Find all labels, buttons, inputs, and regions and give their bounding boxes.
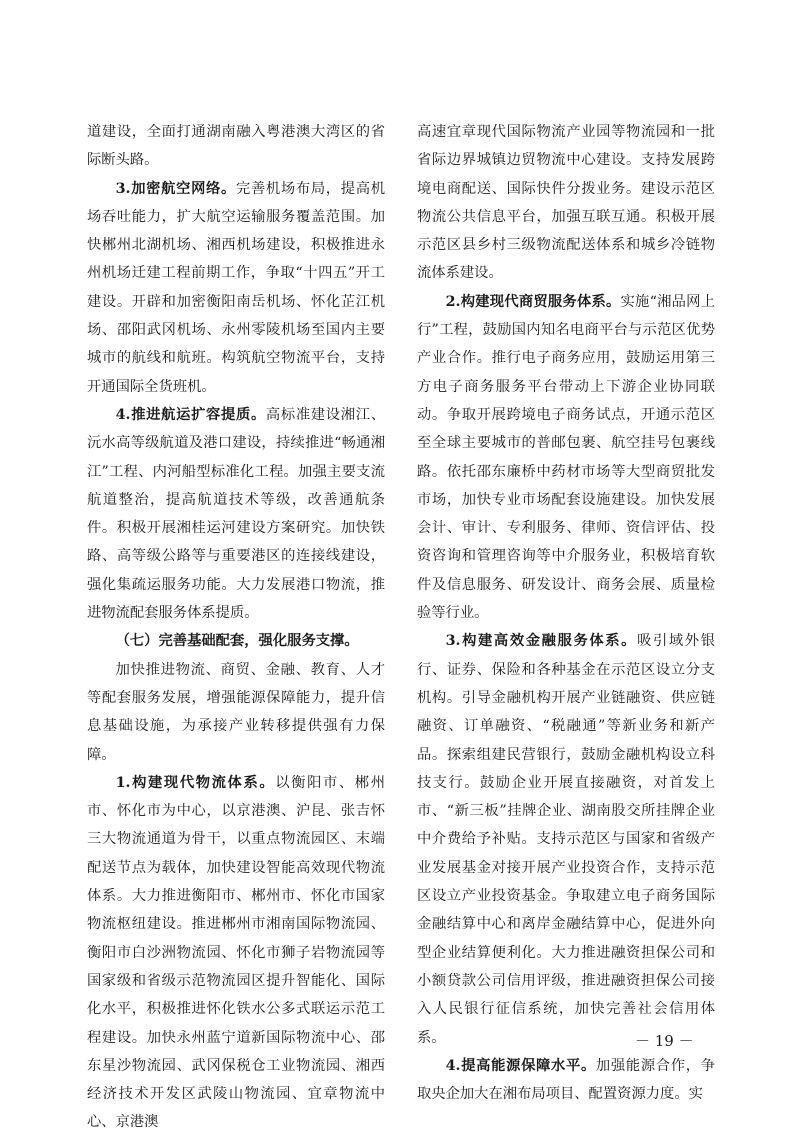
- paragraph: 3.构建高效金融服务体系。吸引域外银行、证券、保险和各种基金在示范区设立分支机构。引导金融机构开展产业链融资、供应链融资、订单融资、“税融通”等新业务和新产品。探索组建民营银行，鼓励金融机构设立科技支行。鼓励企业开展直接融资，对首发上市、“新三板”挂牌企业、湖南股交所挂牌企业中介费给予补贴。支持示范区与国家和省级产业发展基金对接开展产业投资合作，支持示范区设立产业投资基金。争取建立电子商务国际金融结算中心和离岸金融结算中心，促进外向型企业结算便利化。大力推进融资担保公司和小额贷款公司信用评级，推进融资担保公司接入人民银行征信系统，加快完善社会信用体系。: [417, 633, 715, 1046]
- paragraph: 1.构建现代物流体系。以衡阳市、郴州市、怀化市为中心，以京港澳、沪昆、张吉怀三大物流通道为骨干，以重点物流园区、末端配送节点为载体，加快建设智能高效现代物流体系。大力推进衡阳市、郴州市、怀化市国家物流枢纽建设。推进郴州市湘南国际物流园、衡阳市白沙洲物流园、怀化市狮子岩物流园等国家级和省级示范物流园区提升智能化、国际化水平，积极推进怀化铁水公多式联运示范工程建设。加快永州蓝宁道新国际物流中心、邵东星沙物流园、武冈保税仓工业物流园、湘西经济技术开发区武陵山物流园、宜章物流中心、京港澳: [87, 774, 385, 1131]
- left-column: [87, 118, 385, 1137]
- paragraph: 4.推进航运扩容提质。高标准建设湘江、沅水高等级航道及港口建设，持续推进“畅通湘江”工程、内河船型标准化工程。加强主要支流航道整治，提高航道技术等级，改善通航条件。积极开展湘桂运河建设方案研究。加快铁路、高等级公路等与重要港区的连接线建设，强化集疏运服务功能。大力发展港口物流，推进物流配套服务体系提质。: [87, 406, 385, 622]
- right-column: [417, 118, 715, 1108]
- paragraph: 3.加密航空网络。完善机场布局，提高机场吞吐能力，扩大航空运输服务覆盖范围。加快郴州北湖机场、湘西机场建设，积极推进永州机场迁建工程前期工作，争取“十四五”开工建设。开辟和加密衡阳南岳机场、怀化芷江机场、邵阳武冈机场、永州零陵机场至国内主要城市的航线和航班。构筑航空物流平台，支持开通国际全货班机。: [87, 180, 385, 395]
- subheading: 3.加密航空网络。: [115, 180, 236, 197]
- subheading: 3.构建高效金融服务体系。: [445, 633, 638, 650]
- paragraph: 高速宜章现代国际物流产业园等物流园和一批省际边界城镇边贸物流中心建设。支持发展跨境电商配送、国际快件分拨业务。建设示范区物流公共信息平台，加强互联互通。积极开展示范区县乡村三级物流配送体系和城乡冷链物流体系建设。: [417, 124, 715, 282]
- paragraph: 4.提高能源保障水平。加强能源合作，争取央企加大在湘布局项目、配置资源力度。实: [417, 1057, 715, 1103]
- paragraph: 道建设，全面打通湖南融入粤港澳大湾区的省际断头路。: [87, 124, 385, 169]
- subheading: 4.提高能源保障水平。: [445, 1057, 596, 1074]
- section-heading: （七）完善基础配套，强化服务支撑。: [115, 633, 359, 650]
- paragraph: 加快推进物流、商贸、金融、教育、人才等配套服务发展，增强能源保障能力，提升信息基础设施，为承接产业转移提供强有力保障。: [87, 661, 385, 763]
- paragraph: 2.构建现代商贸服务体系。实施“湘品网上行”工程，鼓励国内知名电商平台与示范区优势产业合作。推行电子商务应用，鼓励运用第三方电子商务服务平台带动上下游企业协同联动。争取开展跨境电子商务试点，开通示范区至全球主要城市的普邮包裹、航空挂号包裹线路。依托邵东廉桥中药材市场等大型商贸批发市场，加快专业市场配套设施建设。加快发展会计、审计、专利服务、律师、资信评估、投资咨询和管理咨询等中介服务业，积极培育软件及信息服务、研发设计、商务会展、质量检验等行业。: [417, 293, 715, 622]
- subheading: 2.构建现代商贸服务体系。: [445, 293, 621, 310]
- page-number: － 19 －: [635, 1032, 694, 1050]
- subheading: 4.推进航运扩容提质。: [115, 406, 266, 423]
- subheading: 1.构建现代物流体系。: [115, 774, 276, 791]
